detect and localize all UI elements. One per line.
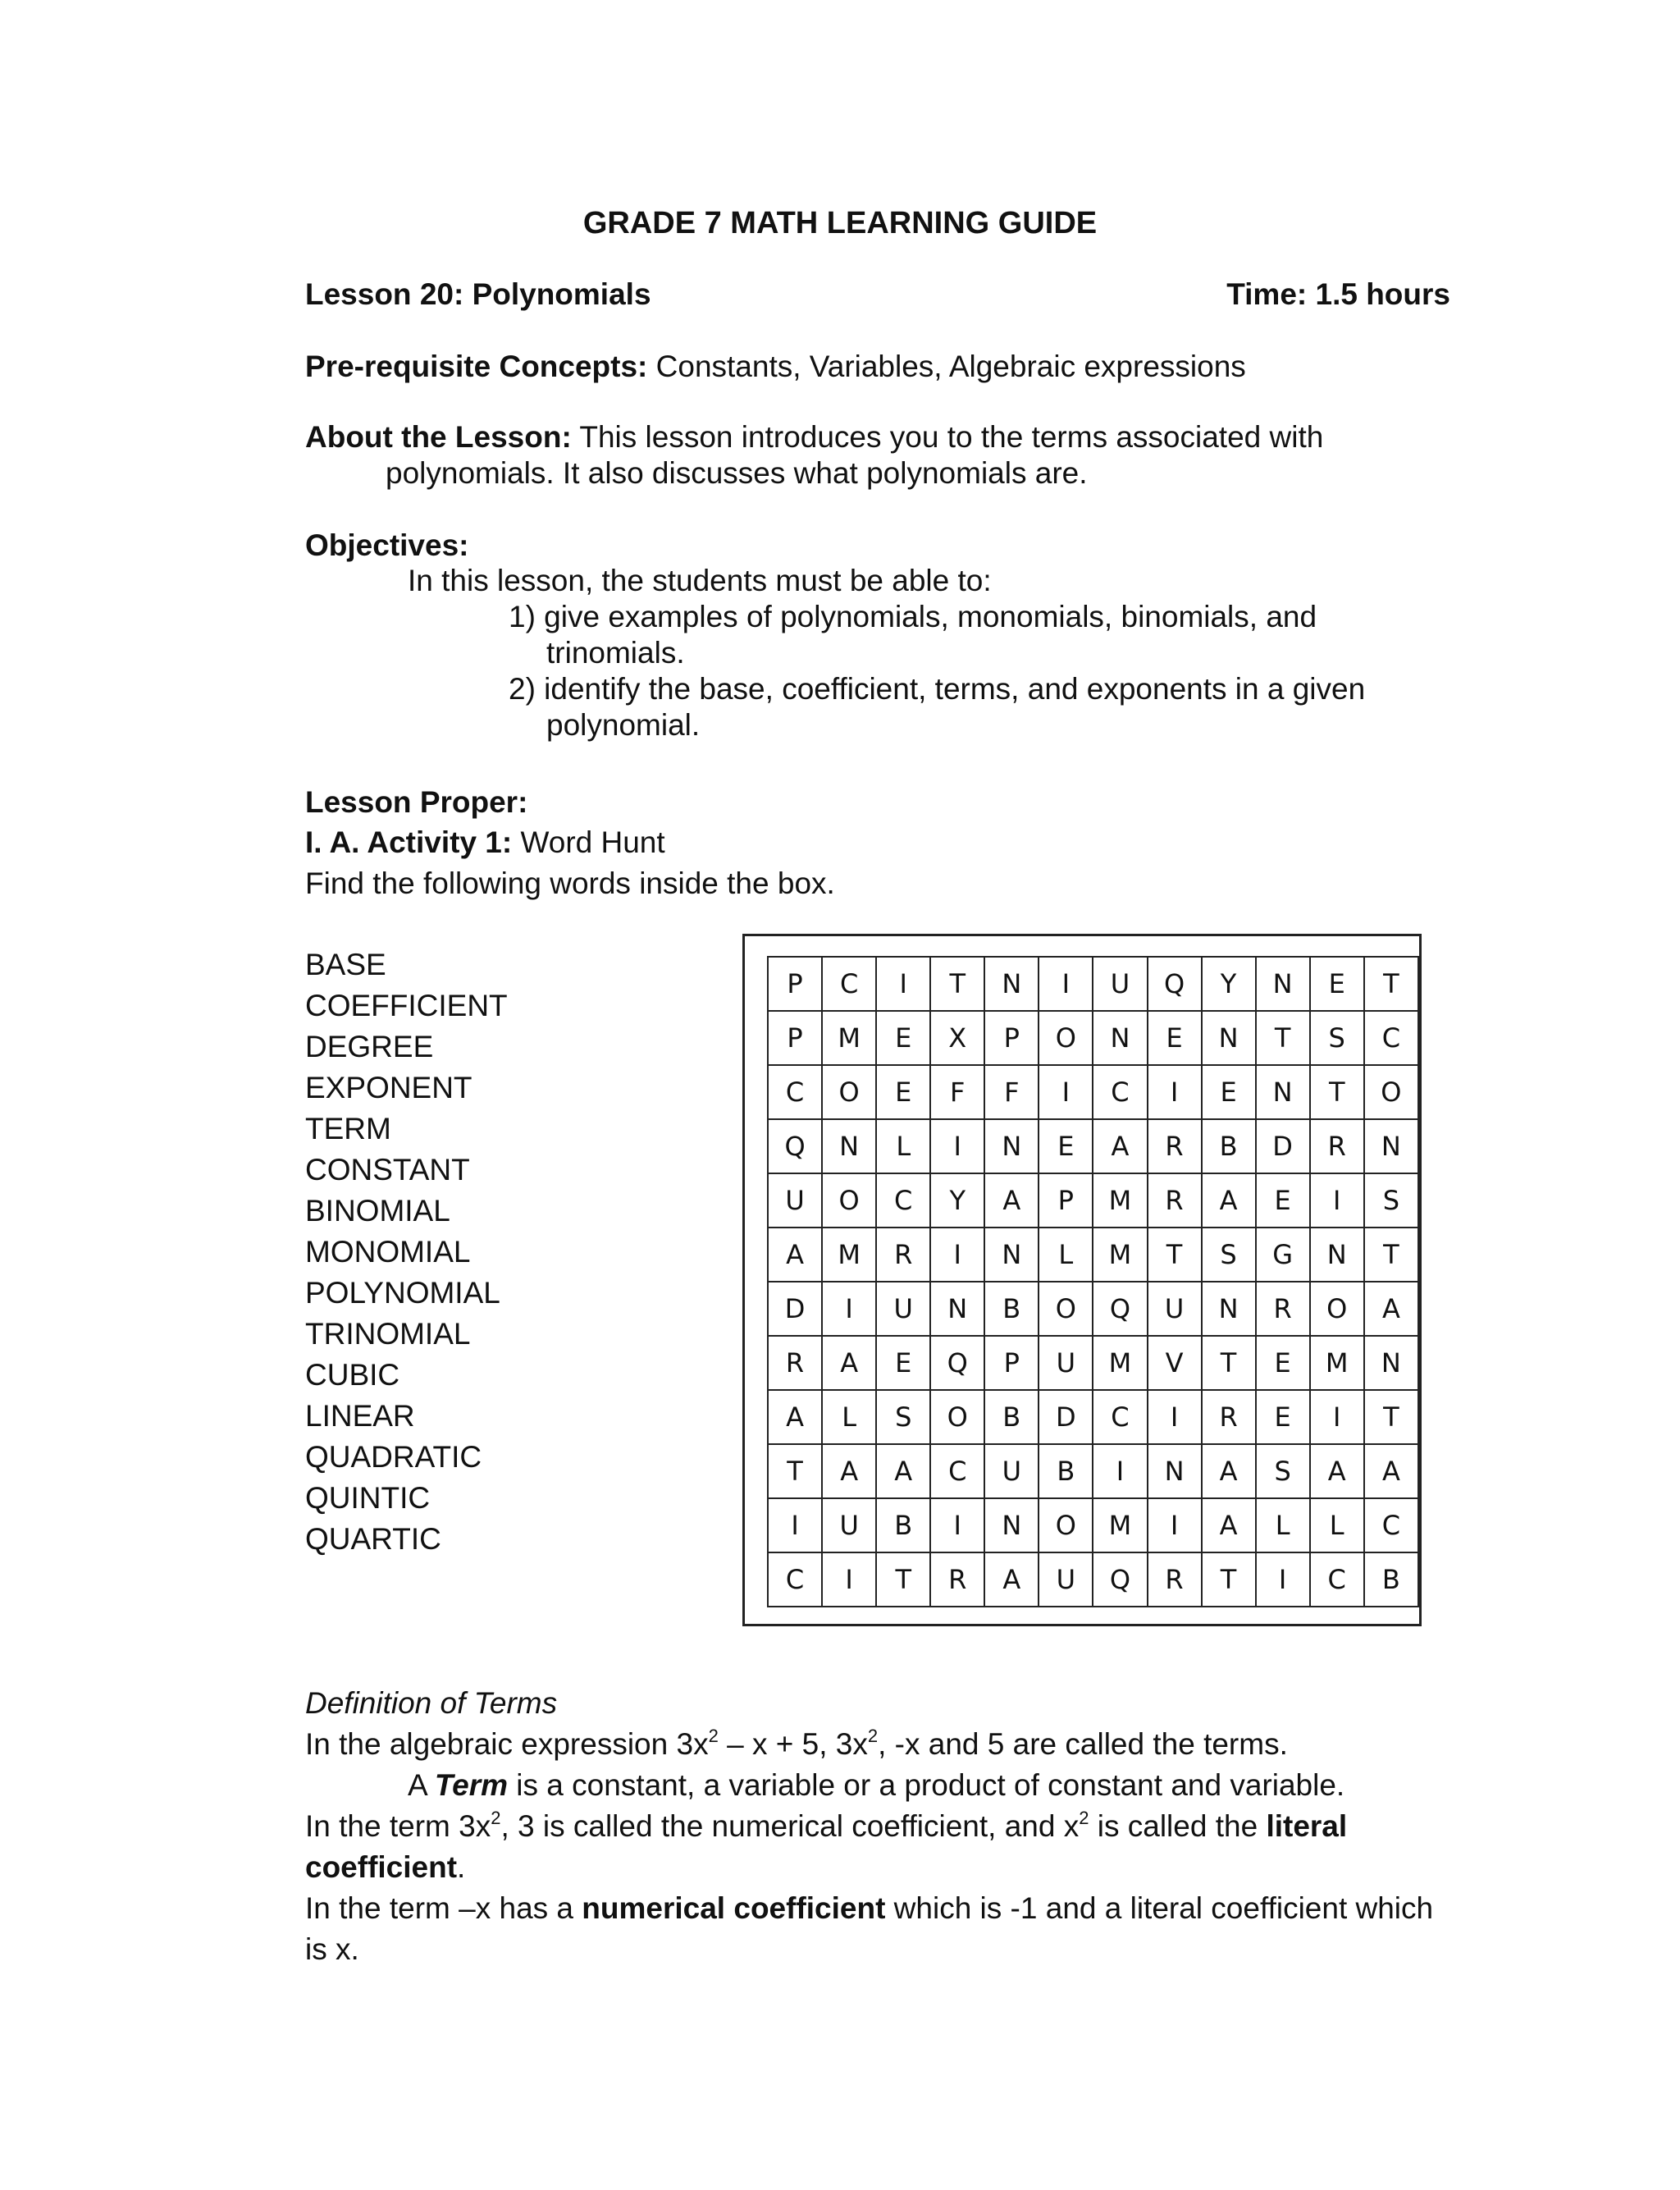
grid-cell: C bbox=[1093, 1065, 1147, 1119]
word-list-item: QUINTIC bbox=[305, 1481, 431, 1515]
grid-cell: T bbox=[768, 1444, 822, 1498]
grid-cell: A bbox=[768, 1390, 822, 1444]
grid-cell: O bbox=[1364, 1065, 1418, 1119]
grid-cell: I bbox=[1039, 957, 1093, 1011]
grid-cell: B bbox=[876, 1498, 930, 1552]
grid-row bbox=[768, 1173, 1418, 1228]
grid-cell: N bbox=[1256, 1065, 1310, 1119]
word-list-item: LINEAR bbox=[305, 1399, 415, 1433]
grid-row bbox=[768, 1282, 1418, 1336]
def5-text-a: In the term –x has a bbox=[305, 1891, 582, 1925]
grid-cell: N bbox=[1093, 1011, 1147, 1065]
def1-text-c: , -x and 5 are called the terms. bbox=[878, 1727, 1288, 1761]
grid-cell: A bbox=[1093, 1119, 1147, 1173]
grid-cell: I bbox=[1039, 1065, 1093, 1119]
grid-cell: M bbox=[822, 1011, 876, 1065]
definition-line-5 bbox=[305, 1891, 1433, 1927]
grid-cell: U bbox=[1039, 1336, 1093, 1390]
grid-row bbox=[768, 1336, 1418, 1390]
grid-cell: I bbox=[1148, 1065, 1202, 1119]
lesson-proper-heading: Lesson Proper: bbox=[305, 785, 528, 819]
activity-name: Word Hunt bbox=[512, 825, 665, 859]
grid-cell: N bbox=[984, 1228, 1039, 1282]
grid-cell: B bbox=[984, 1282, 1039, 1336]
def1-text-a: In the algebraic expression 3x bbox=[305, 1727, 709, 1761]
grid-cell: U bbox=[1148, 1282, 1202, 1336]
grid-cell: T bbox=[1364, 957, 1418, 1011]
lesson-time: Time: 1.5 hours bbox=[1226, 277, 1450, 311]
grid-cell: T bbox=[1310, 1065, 1364, 1119]
def1-text-b: – x + 5, 3x bbox=[718, 1727, 868, 1761]
grid-cell: C bbox=[1364, 1011, 1418, 1065]
grid-cell: R bbox=[1310, 1119, 1364, 1173]
objective-1-line-1: 1) give examples of polynomials, monomials, binomials, and bbox=[509, 600, 1317, 633]
definition-line-3 bbox=[305, 1808, 1347, 1845]
grid-cell: A bbox=[1202, 1173, 1256, 1228]
grid-cell: C bbox=[768, 1552, 822, 1607]
grid-cell: O bbox=[930, 1390, 984, 1444]
word-list-item: TRINOMIAL bbox=[305, 1317, 471, 1351]
grid-cell: Y bbox=[1202, 957, 1256, 1011]
grid-cell: A bbox=[984, 1173, 1039, 1228]
grid-cell: T bbox=[1148, 1228, 1202, 1282]
grid-cell: N bbox=[1202, 1011, 1256, 1065]
grid-row bbox=[768, 1444, 1418, 1498]
word-list-item: QUADRATIC bbox=[305, 1440, 482, 1474]
grid-cell: C bbox=[876, 1173, 930, 1228]
grid-cell: N bbox=[930, 1282, 984, 1336]
word-list-item: QUARTIC bbox=[305, 1522, 441, 1556]
grid-cell: F bbox=[984, 1065, 1039, 1119]
grid-row bbox=[768, 1228, 1418, 1282]
def3-sup-1: 2 bbox=[491, 1808, 501, 1828]
grid-cell: R bbox=[1256, 1282, 1310, 1336]
grid-cell: E bbox=[1310, 957, 1364, 1011]
grid-cell: S bbox=[1364, 1173, 1418, 1228]
grid-cell: N bbox=[1202, 1282, 1256, 1336]
word-list-item: DEGREE bbox=[305, 1030, 434, 1063]
def4-rest: . bbox=[457, 1850, 466, 1884]
grid-cell: E bbox=[1256, 1173, 1310, 1228]
grid-cell: E bbox=[1256, 1336, 1310, 1390]
grid-cell: D bbox=[768, 1282, 822, 1336]
grid-cell: R bbox=[1148, 1119, 1202, 1173]
grid-cell: U bbox=[1093, 957, 1147, 1011]
grid-cell: M bbox=[1093, 1336, 1147, 1390]
grid-cell: N bbox=[1364, 1119, 1418, 1173]
grid-row bbox=[768, 1390, 1418, 1444]
grid-cell: N bbox=[984, 1498, 1039, 1552]
grid-cell: A bbox=[984, 1552, 1039, 1607]
grid-cell: L bbox=[822, 1390, 876, 1444]
grid-cell: I bbox=[876, 957, 930, 1011]
grid-cell: Q bbox=[1093, 1552, 1147, 1607]
grid-cell: P bbox=[984, 1011, 1039, 1065]
grid-cell: A bbox=[1364, 1282, 1418, 1336]
grid-cell: U bbox=[876, 1282, 930, 1336]
grid-cell: G bbox=[1256, 1228, 1310, 1282]
grid-cell: M bbox=[1093, 1498, 1147, 1552]
definitions-title: Definition of Terms bbox=[305, 1686, 558, 1720]
definition-line-4 bbox=[305, 1849, 465, 1886]
grid-cell: E bbox=[1039, 1119, 1093, 1173]
grid-cell: A bbox=[1202, 1444, 1256, 1498]
word-list-item: POLYNOMIAL bbox=[305, 1276, 500, 1310]
def2-text-a: A bbox=[408, 1768, 435, 1802]
prerequisite-label: Pre-requisite Concepts: bbox=[305, 350, 648, 383]
grid-cell: N bbox=[1364, 1336, 1418, 1390]
grid-cell: C bbox=[768, 1065, 822, 1119]
grid-cell: F bbox=[930, 1065, 984, 1119]
word-list-item: MONOMIAL bbox=[305, 1235, 471, 1269]
activity-instruction: Find the following words inside the box. bbox=[305, 866, 835, 900]
def1-sup-1: 2 bbox=[708, 1726, 719, 1746]
grid-cell: E bbox=[1256, 1390, 1310, 1444]
about-line-2: polynomials. It also discusses what polynomials are. bbox=[386, 456, 1088, 490]
grid-cell: A bbox=[822, 1444, 876, 1498]
grid-cell: M bbox=[1093, 1173, 1147, 1228]
grid-cell: R bbox=[1148, 1173, 1202, 1228]
grid-cell: I bbox=[822, 1552, 876, 1607]
definition-line-1 bbox=[305, 1726, 1288, 1763]
def2-text-b: is a constant, a variable or a product of constant and variable. bbox=[508, 1768, 1345, 1802]
grid-cell: N bbox=[984, 957, 1039, 1011]
grid-cell: O bbox=[1039, 1498, 1093, 1552]
definition-line-6: is x. bbox=[305, 1932, 359, 1966]
def4-bold: coefficient bbox=[305, 1850, 458, 1884]
grid-cell: Q bbox=[1148, 957, 1202, 1011]
grid-cell: I bbox=[1310, 1173, 1364, 1228]
objective-2-line-1: 2) identify the base, coefficient, terms, and exponents in a given bbox=[509, 672, 1366, 706]
grid-cell: D bbox=[1256, 1119, 1310, 1173]
grid-cell: T bbox=[1364, 1390, 1418, 1444]
grid-cell: I bbox=[1148, 1498, 1202, 1552]
grid-cell: N bbox=[984, 1119, 1039, 1173]
grid-cell: O bbox=[1310, 1282, 1364, 1336]
grid-cell: Q bbox=[1093, 1282, 1147, 1336]
def1-sup-2: 2 bbox=[867, 1726, 879, 1746]
grid-cell: V bbox=[1148, 1336, 1202, 1390]
word-list-item: COEFFICIENT bbox=[305, 989, 508, 1022]
about-text-1: This lesson introduces you to the terms associated with bbox=[571, 420, 1324, 454]
grid-cell: R bbox=[876, 1228, 930, 1282]
grid-cell: T bbox=[1202, 1552, 1256, 1607]
grid-cell: I bbox=[822, 1282, 876, 1336]
grid-cell: B bbox=[1039, 1444, 1093, 1498]
grid-cell: P bbox=[768, 1011, 822, 1065]
grid-cell: E bbox=[1148, 1011, 1202, 1065]
grid-cell: S bbox=[1256, 1444, 1310, 1498]
grid-cell: T bbox=[930, 957, 984, 1011]
activity-label: I. A. Activity 1: bbox=[305, 825, 513, 859]
about-line-1 bbox=[305, 419, 1323, 455]
grid-cell: S bbox=[876, 1390, 930, 1444]
word-list-item: BINOMIAL bbox=[305, 1194, 450, 1228]
grid-row bbox=[768, 1119, 1418, 1173]
grid-cell: A bbox=[822, 1336, 876, 1390]
grid-cell: S bbox=[1202, 1228, 1256, 1282]
grid-cell: I bbox=[1093, 1444, 1147, 1498]
grid-cell: E bbox=[876, 1011, 930, 1065]
def5-text-b: which is -1 and a literal coefficient which bbox=[885, 1891, 1434, 1925]
word-list-item: EXPONENT bbox=[305, 1071, 472, 1104]
def3-text-c: is called the bbox=[1089, 1809, 1267, 1843]
grid-row bbox=[768, 1011, 1418, 1065]
grid-cell: U bbox=[1039, 1552, 1093, 1607]
grid-cell: U bbox=[768, 1173, 822, 1228]
prerequisite-line bbox=[305, 349, 1246, 385]
grid-cell: Q bbox=[930, 1336, 984, 1390]
grid-cell: X bbox=[930, 1011, 984, 1065]
grid-cell: C bbox=[822, 957, 876, 1011]
word-list-item: CONSTANT bbox=[305, 1153, 470, 1186]
grid-cell: L bbox=[1256, 1498, 1310, 1552]
objectives-intro: In this lesson, the students must be able to: bbox=[408, 564, 992, 597]
grid-cell: B bbox=[1364, 1552, 1418, 1607]
grid-cell: I bbox=[768, 1498, 822, 1552]
grid-cell: C bbox=[1364, 1498, 1418, 1552]
grid-cell: T bbox=[1256, 1011, 1310, 1065]
grid-cell: U bbox=[984, 1444, 1039, 1498]
grid-cell: D bbox=[1039, 1390, 1093, 1444]
def3-bold: literal bbox=[1266, 1809, 1348, 1843]
grid-cell: Y bbox=[930, 1173, 984, 1228]
grid-cell: P bbox=[984, 1336, 1039, 1390]
grid-cell: B bbox=[1202, 1119, 1256, 1173]
grid-cell: O bbox=[822, 1065, 876, 1119]
grid-cell: N bbox=[1256, 957, 1310, 1011]
grid-row bbox=[768, 1498, 1418, 1552]
definition-line-2 bbox=[408, 1767, 1344, 1804]
grid-cell: I bbox=[1256, 1552, 1310, 1607]
page-title: GRADE 7 MATH LEARNING GUIDE bbox=[582, 206, 1098, 240]
grid-cell: N bbox=[1148, 1444, 1202, 1498]
def5-bold: numerical coefficient bbox=[582, 1891, 886, 1925]
grid-cell: Q bbox=[768, 1119, 822, 1173]
grid-cell: N bbox=[822, 1119, 876, 1173]
word-list bbox=[305, 948, 508, 1563]
grid-cell: I bbox=[930, 1498, 984, 1552]
grid-cell: A bbox=[1310, 1444, 1364, 1498]
grid-cell: C bbox=[930, 1444, 984, 1498]
grid-cell: L bbox=[1310, 1498, 1364, 1552]
word-list-item: TERM bbox=[305, 1112, 391, 1145]
grid-cell: I bbox=[930, 1228, 984, 1282]
grid-cell: B bbox=[984, 1390, 1039, 1444]
def3-text-b: , 3 is called the numerical coefficient, and x bbox=[500, 1809, 1080, 1843]
grid-cell: I bbox=[1310, 1390, 1364, 1444]
grid-cell: A bbox=[876, 1444, 930, 1498]
grid-cell: T bbox=[876, 1552, 930, 1607]
grid-cell: L bbox=[876, 1119, 930, 1173]
def3-sup-2: 2 bbox=[1079, 1808, 1089, 1828]
grid-cell: R bbox=[930, 1552, 984, 1607]
grid-cell: A bbox=[1202, 1498, 1256, 1552]
grid-cell: T bbox=[1364, 1228, 1418, 1282]
grid-cell: O bbox=[1039, 1282, 1093, 1336]
grid-cell: I bbox=[930, 1119, 984, 1173]
grid-cell: T bbox=[1202, 1336, 1256, 1390]
lesson-title: Lesson 20: Polynomials bbox=[305, 277, 651, 311]
grid-cell: M bbox=[1093, 1228, 1147, 1282]
word-list-item: CUBIC bbox=[305, 1358, 400, 1392]
word-search-grid bbox=[767, 956, 1419, 1607]
grid-cell: C bbox=[1093, 1390, 1147, 1444]
objective-2-line-2: polynomial. bbox=[546, 708, 701, 742]
word-list-item: BASE bbox=[305, 948, 386, 981]
grid-cell: A bbox=[768, 1228, 822, 1282]
grid-cell: M bbox=[822, 1228, 876, 1282]
grid-cell: E bbox=[1202, 1065, 1256, 1119]
word-search-box bbox=[742, 934, 1422, 1626]
grid-cell: R bbox=[768, 1336, 822, 1390]
activity-line bbox=[305, 825, 665, 861]
grid-cell: I bbox=[1148, 1390, 1202, 1444]
grid-cell: R bbox=[1148, 1552, 1202, 1607]
prerequisite-text: Constants, Variables, Algebraic expressions bbox=[647, 350, 1246, 383]
grid-cell: S bbox=[1310, 1011, 1364, 1065]
def3-text-a: In the term 3x bbox=[305, 1809, 491, 1843]
grid-cell: N bbox=[1310, 1228, 1364, 1282]
grid-cell: U bbox=[822, 1498, 876, 1552]
grid-cell: E bbox=[876, 1065, 930, 1119]
grid-row bbox=[768, 1552, 1418, 1607]
about-label: About the Lesson: bbox=[305, 420, 572, 454]
objective-1-line-2: trinomials. bbox=[546, 636, 685, 670]
def2-term: Term bbox=[434, 1768, 509, 1802]
grid-cell: P bbox=[768, 957, 822, 1011]
grid-cell: O bbox=[822, 1173, 876, 1228]
grid-cell: R bbox=[1202, 1390, 1256, 1444]
objectives-heading: Objectives: bbox=[305, 528, 469, 562]
grid-row bbox=[768, 1065, 1418, 1119]
grid-cell: A bbox=[1364, 1444, 1418, 1498]
grid-row bbox=[768, 957, 1418, 1011]
grid-cell: O bbox=[1039, 1011, 1093, 1065]
grid-cell: P bbox=[1039, 1173, 1093, 1228]
grid-cell: C bbox=[1310, 1552, 1364, 1607]
grid-cell: M bbox=[1310, 1336, 1364, 1390]
grid-cell: E bbox=[876, 1336, 930, 1390]
grid-cell: L bbox=[1039, 1228, 1093, 1282]
